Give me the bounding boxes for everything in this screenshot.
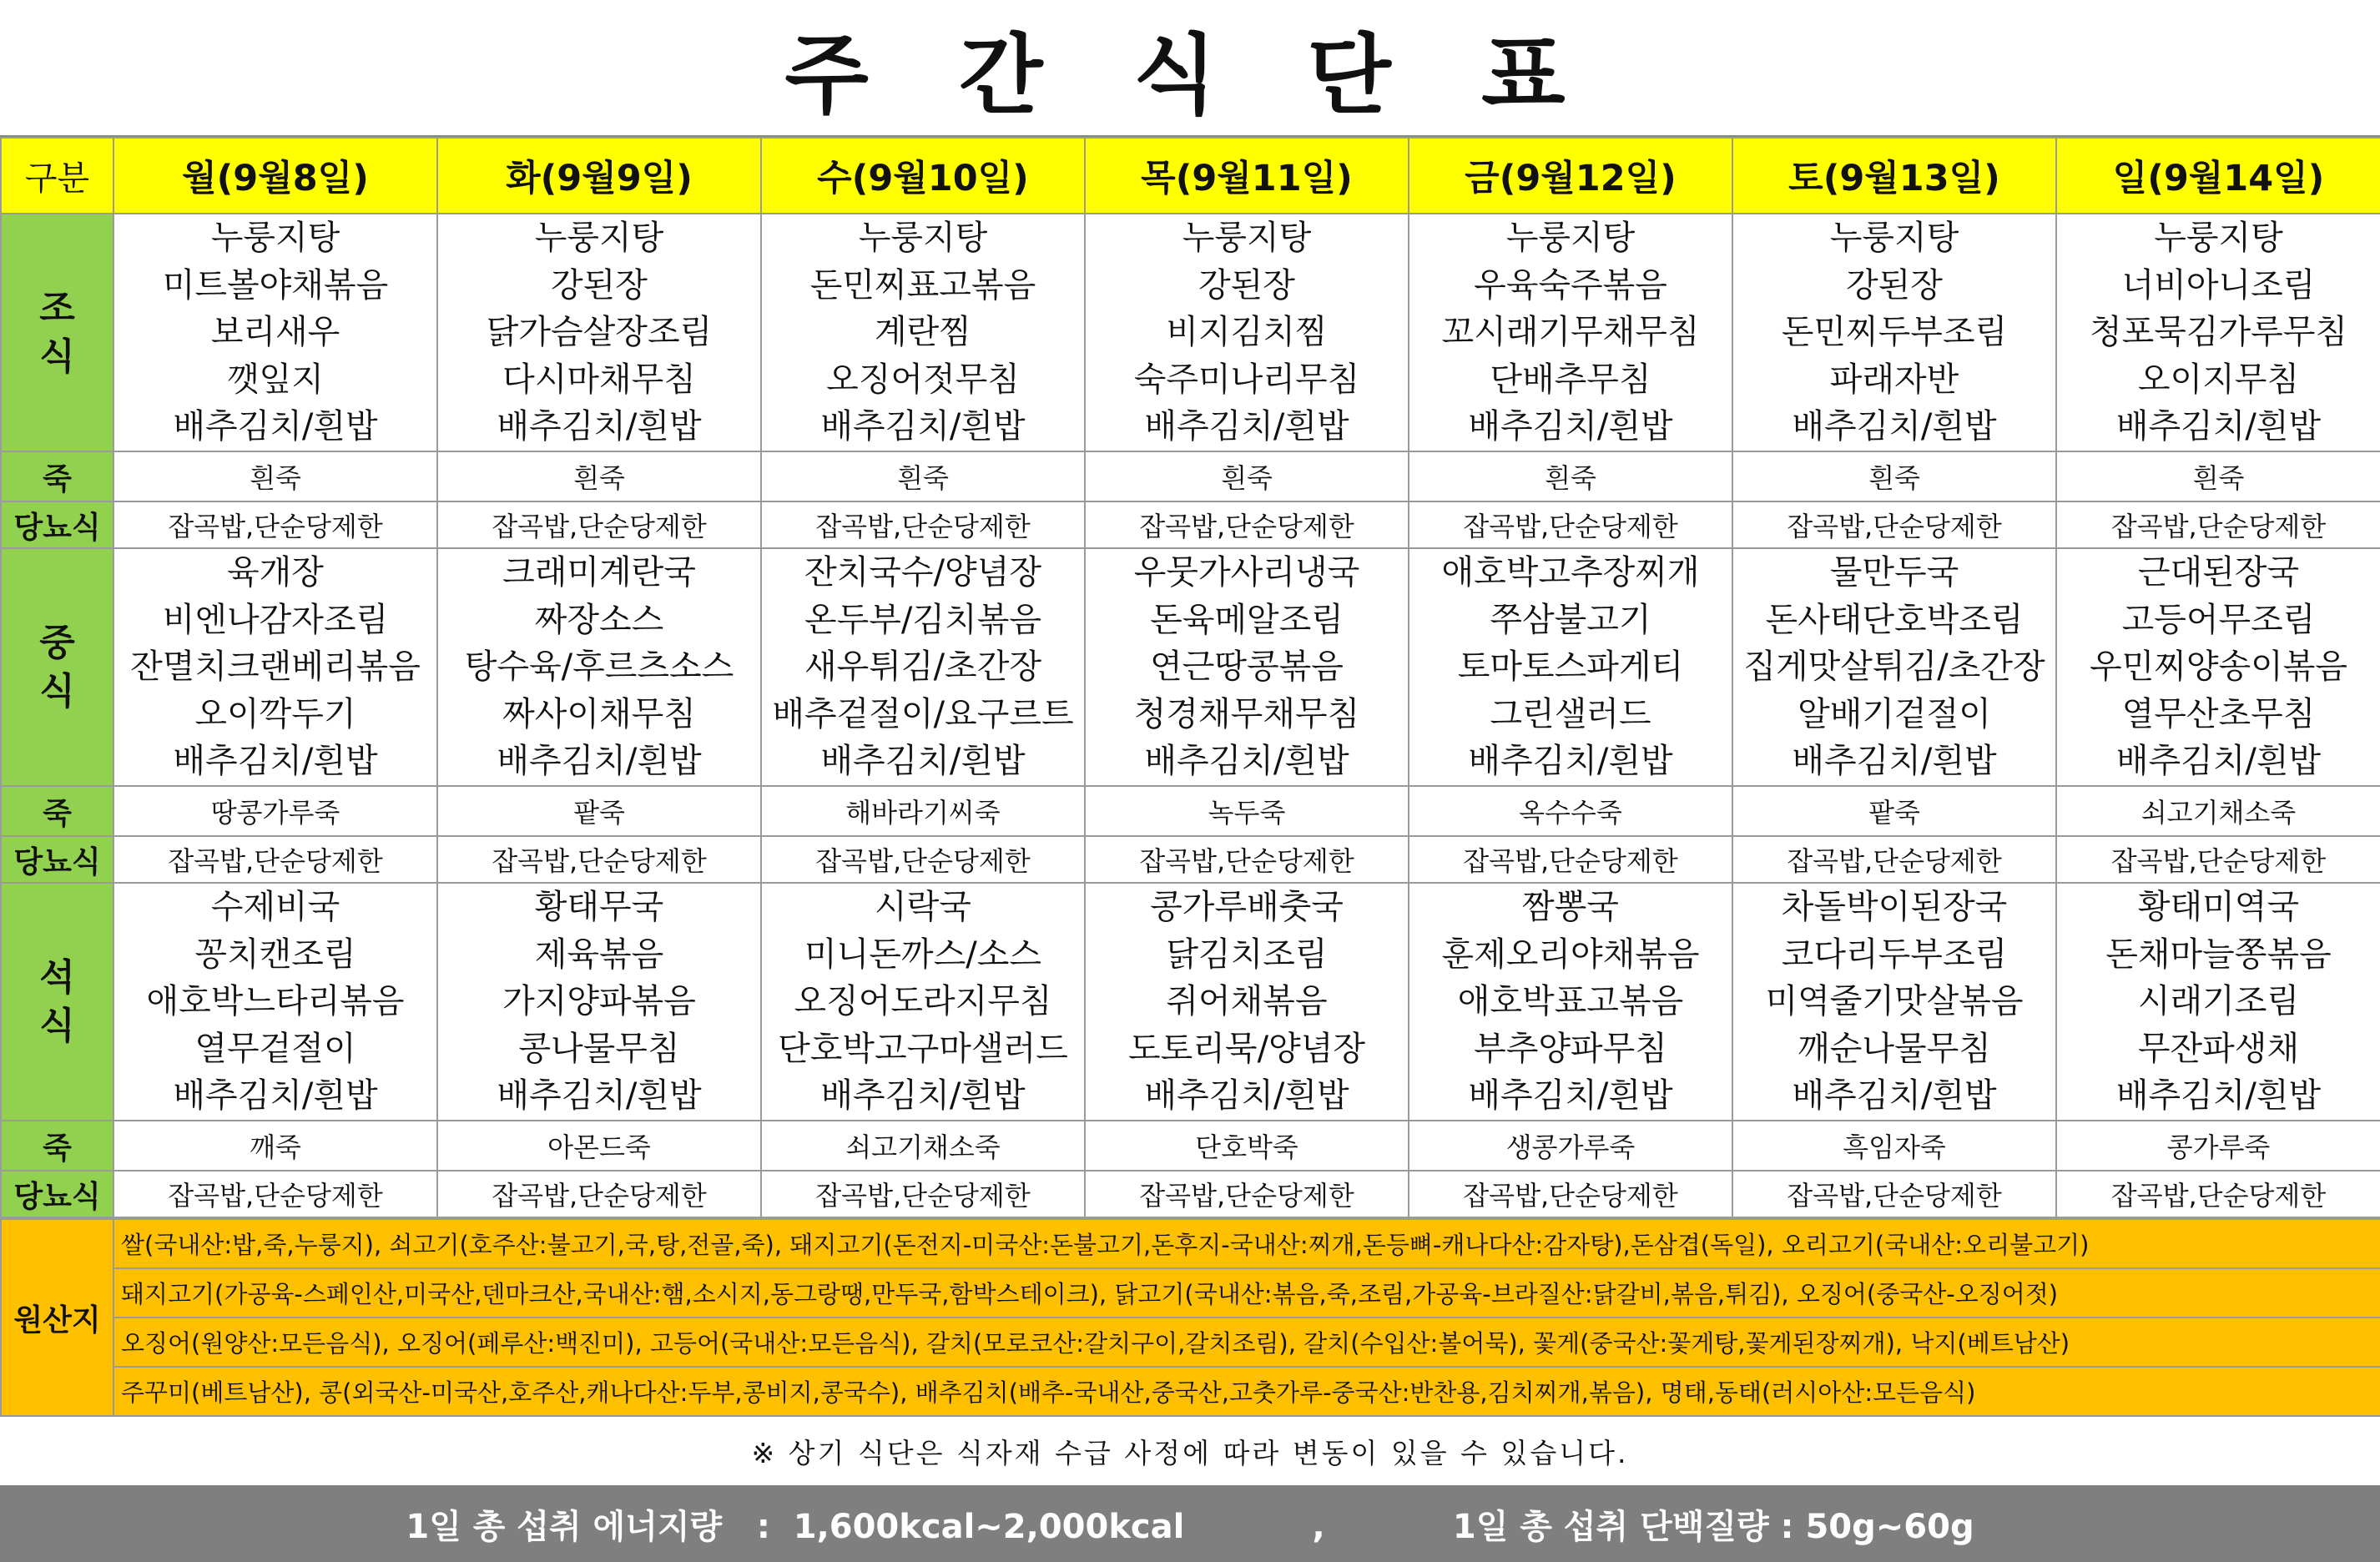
menu-item: 누룽지탕	[2154, 219, 2283, 258]
menu-item: 시락국	[875, 888, 971, 927]
breakfast-diabetic-cell: 잡곡밥,단순당제한	[1085, 501, 1409, 548]
page-title: 주 간 식 단 표	[0, 0, 2380, 137]
dinner-diabetic-cell: 잡곡밥,단순당제한	[2056, 1171, 2380, 1217]
menu-item: 탕수육/후르츠소스	[464, 647, 734, 687]
breakfast-juk-cell: 흰죽	[761, 451, 1085, 501]
breakfast-diabetic-label: 당뇨식	[1, 501, 113, 548]
menu-item: 수제비국	[210, 888, 340, 927]
menu-item: 짜장소스	[534, 600, 664, 639]
menu-item: 배추김치/흰밥	[1468, 407, 1673, 446]
dinner-row	[1, 883, 2380, 1121]
menu-item: 파래자반	[1829, 360, 1959, 399]
menu-item: 육개장	[227, 553, 324, 592]
menu-item: 누룽지탕	[210, 219, 340, 258]
menu-item: 미트볼야채볶음	[162, 265, 389, 305]
breakfast-label: 조 식	[1, 214, 113, 451]
breakfast-cell	[113, 214, 437, 451]
menu-item: 청포묵김가루무침	[2089, 313, 2348, 352]
breakfast-diabetic-cell: 잡곡밥,단순당제한	[1409, 501, 1732, 548]
menu-item: 누룽지탕	[858, 219, 988, 258]
lunch-juk-label: 죽	[1, 786, 113, 836]
menu-item: 온두부/김치볶음	[804, 600, 1041, 639]
dinner-diabetic-label: 당뇨식	[1, 1171, 113, 1217]
menu-item: 잔치국수/양념장	[804, 553, 1041, 592]
breakfast-diabetic-cell: 잡곡밥,단순당제한	[113, 501, 437, 548]
menu-item: 황태미역국	[2137, 888, 2300, 927]
menu-item: 배추김치/흰밥	[497, 407, 702, 446]
menu-item: 닭가슴살장조림	[486, 313, 713, 352]
lunch-diabetic-label: 당뇨식	[1, 836, 113, 883]
menu-item: 배추김치/흰밥	[1792, 407, 1997, 446]
breakfast-cell	[761, 214, 1085, 451]
menu-item: 돈채마늘쫑볶음	[2105, 935, 2332, 974]
menu-item: 짜사이채무침	[502, 694, 696, 733]
menu-item: 배추김치/흰밥	[820, 742, 1026, 781]
menu-item: 애호박고추장찌개	[1441, 553, 1700, 592]
menu-item: 강된장	[551, 265, 648, 305]
menu-item: 단배추무침	[1490, 360, 1651, 399]
menu-item: 코다리두부조림	[1781, 935, 2008, 974]
notice-text: ※ 상기 식단은 식자재 수급 사정에 따라 변동이 있을 수 있습니다.	[751, 1436, 1629, 1469]
menu-item: 가지양파볶음	[502, 982, 696, 1021]
menu-item: 알배기겉절이	[1798, 694, 1991, 733]
menu-item: 다시마채무침	[502, 360, 696, 399]
menu-item: 애호박표고볶음	[1457, 982, 1684, 1021]
menu-item: 단호박고구마샐러드	[778, 1029, 1068, 1068]
lunch-juk-cell: 옥수수죽	[1409, 786, 1732, 836]
menu-item: 도토리묵/양념장	[1128, 1029, 1365, 1068]
dinner-label: 석 식	[1, 883, 113, 1121]
menu-item: 배추김치/흰밥	[1144, 407, 1349, 446]
dinner-juk-cell: 아몬드죽	[437, 1121, 761, 1171]
menu-item: 잔멸치크랜베리볶음	[130, 647, 421, 687]
menu-item: 오징어도라지무침	[794, 982, 1052, 1021]
menu-item: 배추겉절이/요구르트	[772, 694, 1074, 733]
dinner-cell	[1085, 883, 1409, 1121]
menu-item: 강된장	[1198, 265, 1295, 305]
lunch-cell	[1085, 548, 1409, 786]
menu-item: 배추김치/흰밥	[820, 1076, 1026, 1116]
origin-table	[0, 1218, 2380, 1417]
menu-item: 연근땅콩볶음	[1150, 647, 1344, 687]
day-header-tue: 화(9월9일)	[437, 138, 761, 214]
dinner-cell	[437, 883, 761, 1121]
menu-item: 배추김치/흰밥	[1144, 1076, 1349, 1116]
menu-item: 오이지무침	[2137, 360, 2300, 399]
menu-item: 애호박느타리볶음	[146, 982, 405, 1021]
lunch-diabetic-cell: 잡곡밥,단순당제한	[1085, 836, 1409, 883]
menu-item: 훈제오리야채볶음	[1441, 935, 1700, 974]
breakfast-juk-row	[1, 451, 2380, 501]
menu-item: 숙주미나리무침	[1133, 360, 1360, 399]
menu-item: 배추김치/흰밥	[1468, 1076, 1673, 1116]
dinner-cell	[761, 883, 1085, 1121]
gubun-header: 구분	[1, 138, 113, 214]
menu-item: 배추김치/흰밥	[2115, 407, 2322, 446]
menu-item: 누룽지탕	[1505, 219, 1636, 258]
breakfast-juk-cell: 흰죽	[1085, 451, 1409, 501]
menu-item: 콩가루배춧국	[1150, 888, 1344, 927]
lunch-juk-cell: 녹두죽	[1085, 786, 1409, 836]
lunch-cell	[1409, 548, 1732, 786]
dinner-diabetic-cell: 잡곡밥,단순당제한	[1085, 1171, 1409, 1217]
breakfast-cell	[2056, 214, 2380, 451]
menu-item: 배추김치/흰밥	[497, 742, 702, 781]
dinner-diabetic-row	[1, 1171, 2380, 1217]
menu-item: 꼬시래기무채무침	[1441, 313, 1700, 352]
header-row	[1, 138, 2380, 214]
dinner-cell	[1409, 883, 1732, 1121]
dinner-juk-label: 죽	[1, 1121, 113, 1171]
menu-item: 짬뽕국	[1522, 888, 1619, 927]
nutrition-footer: 1일 총 섭취 에너지량 : 1,600kcal~2,000kcal , 1일 총 섭취 단백질량 : 50g~60g	[0, 1485, 2380, 1562]
menu-item: 돈사태단호박조림	[1765, 600, 2024, 639]
breakfast-diabetic-cell: 잡곡밥,단순당제한	[2056, 501, 2380, 548]
dinner-diabetic-cell: 잡곡밥,단순당제한	[437, 1171, 761, 1217]
menu-item: 부추양파무침	[1474, 1029, 1667, 1068]
breakfast-row	[1, 214, 2380, 451]
menu-item: 오이깍두기	[194, 694, 356, 733]
breakfast-juk-cell: 흰죽	[437, 451, 761, 501]
menu-item: 우육숙주볶음	[1474, 265, 1667, 305]
menu-item: 배추김치/흰밥	[1792, 1076, 1997, 1116]
menu-item: 돈민찌표고볶음	[809, 265, 1036, 305]
menu-item: 우뭇가사리냉국	[1133, 553, 1360, 592]
menu-item: 깨순나물무침	[1798, 1029, 1991, 1068]
breakfast-cell	[1409, 214, 1732, 451]
lunch-cell	[437, 548, 761, 786]
menu-item: 우민찌양송이볶음	[2089, 647, 2348, 687]
lunch-diabetic-cell: 잡곡밥,단순당제한	[113, 836, 437, 883]
menu-item: 배추김치/흰밥	[173, 1076, 378, 1116]
menu-item: 꽁치캔조림	[194, 935, 356, 974]
origin-line-2: 돼지고기(가공육-스페인산,미국산,덴마크산,국내산:햄,소시지,동그랑땡,만두국,함박스테이크), 닭고기(국내산:볶음,죽,조림,가공육-브라질산:닭갈비,볶음,튀김), 오징어(중국산-오징어젓)	[113, 1268, 2380, 1318]
lunch-juk-cell: 팥죽	[1732, 786, 2056, 836]
breakfast-cell	[1085, 214, 1409, 451]
lunch-cell	[1732, 548, 2056, 786]
dinner-juk-cell: 콩가루죽	[2056, 1121, 2380, 1171]
menu-item: 배추김치/흰밥	[2115, 1076, 2322, 1116]
menu-item: 누룽지탕	[1829, 219, 1959, 258]
menu-item: 물만두국	[1829, 553, 1959, 592]
menu-item: 너비아니조림	[2121, 265, 2316, 305]
dinner-cell	[2056, 883, 2380, 1121]
lunch-row	[1, 548, 2380, 786]
menu-item: 미역줄기맛살볶음	[1765, 982, 2024, 1021]
menu-item: 배추김치/흰밥	[173, 742, 378, 781]
menu-item: 콩나물무침	[518, 1029, 680, 1068]
dinner-juk-cell: 쇠고기채소죽	[761, 1121, 1085, 1171]
dinner-cell	[113, 883, 437, 1121]
breakfast-juk-cell: 흰죽	[2056, 451, 2380, 501]
breakfast-juk-cell: 흰죽	[113, 451, 437, 501]
menu-item: 누룽지탕	[534, 219, 664, 258]
menu-item: 토마토스파게티	[1457, 647, 1684, 687]
menu-item: 돈민찌두부조림	[1781, 313, 2008, 352]
breakfast-juk-cell: 흰죽	[1732, 451, 2056, 501]
menu-item: 배추김치/흰밥	[1144, 742, 1349, 781]
breakfast-diabetic-row	[1, 501, 2380, 548]
menu-item: 제육볶음	[534, 935, 664, 974]
lunch-cell	[761, 548, 1085, 786]
menu-item: 배추김치/흰밥	[1468, 742, 1673, 781]
dinner-juk-cell: 단호박죽	[1085, 1121, 1409, 1171]
day-header-wed: 수(9월10일)	[761, 138, 1085, 214]
menu-item: 열무산초무침	[2121, 694, 2316, 733]
menu-item: 쥐어채볶음	[1166, 982, 1328, 1021]
lunch-label: 중 식	[1, 548, 113, 786]
lunch-juk-cell: 팥죽	[437, 786, 761, 836]
menu-table	[0, 137, 2380, 1218]
menu-item: 돈육메알조림	[1150, 600, 1344, 639]
menu-item: 고등어무조림	[2121, 600, 2316, 639]
menu-item: 그린샐러드	[1490, 694, 1651, 733]
menu-item: 비엔나감자조림	[162, 600, 389, 639]
menu-item: 시래기조림	[2137, 982, 2300, 1021]
menu-item: 집게맛살튀김/초간장	[1743, 647, 2045, 687]
dinner-diabetic-cell: 잡곡밥,단순당제한	[1732, 1171, 2056, 1217]
menu-item: 강된장	[1846, 265, 1943, 305]
menu-item: 배추김치/흰밥	[2115, 742, 2322, 781]
breakfast-diabetic-cell: 잡곡밥,단순당제한	[761, 501, 1085, 548]
origin-line-1: 쌀(국내산:밥,죽,누룽지), 쇠고기(호주산:불고기,국,탕,전골,죽), 돼지고기(돈전지-미국산:돈불고기,돈후지-국내산:찌개,돈등뼈-캐나다산:감자탕),돈삼겹(독일), 오리고기(국내산:오리불고기)	[113, 1219, 2380, 1268]
day-header-mon: 월(9월8일)	[113, 138, 437, 214]
menu-item: 누룽지탕	[1182, 219, 1312, 258]
menu-item: 계란찜	[875, 313, 971, 352]
menu-item: 무잔파생채	[2137, 1029, 2300, 1068]
origin-line-4: 주꾸미(베트남산), 콩(외국산-미국산,호주산,캐나다산:두부,콩비지,콩국수), 배추김치(배추-국내산,중국산,고춧가루-중국산:반찬용,김치찌개,볶음), 명태,동태(러시아산:모든음식)	[113, 1367, 2380, 1416]
dinner-cell	[1732, 883, 2056, 1121]
lunch-juk-cell: 쇠고기채소죽	[2056, 786, 2380, 836]
day-header-sat: 토(9월13일)	[1732, 138, 2056, 214]
menu-item: 쭈삼불고기	[1490, 600, 1651, 639]
lunch-diabetic-cell: 잡곡밥,단순당제한	[1732, 836, 2056, 883]
lunch-diabetic-row	[1, 836, 2380, 883]
day-header-sun: 일(9월14일)	[2056, 138, 2380, 214]
menu-item: 배추김치/흰밥	[173, 407, 378, 446]
lunch-juk-cell: 해바라기씨죽	[761, 786, 1085, 836]
lunch-juk-row	[1, 786, 2380, 836]
breakfast-diabetic-cell: 잡곡밥,단순당제한	[1732, 501, 2056, 548]
dinner-juk-cell: 생콩가루죽	[1409, 1121, 1732, 1171]
breakfast-diabetic-cell: 잡곡밥,단순당제한	[437, 501, 761, 548]
menu-item: 보리새우	[210, 313, 340, 352]
lunch-diabetic-cell: 잡곡밥,단순당제한	[1409, 836, 1732, 883]
lunch-juk-cell: 땅콩가루죽	[113, 786, 437, 836]
breakfast-juk-label: 죽	[1, 451, 113, 501]
origin-label: 원산지	[1, 1219, 113, 1416]
lunch-cell	[113, 548, 437, 786]
dinner-juk-cell: 깨죽	[113, 1121, 437, 1171]
menu-item: 미니돈까스/소스	[804, 935, 1041, 974]
menu-item: 닭김치조림	[1166, 935, 1328, 974]
menu-item: 배추김치/흰밥	[1792, 742, 1997, 781]
menu-item: 오징어젓무침	[826, 360, 1020, 399]
menu-item: 황태무국	[534, 888, 664, 927]
menu-item: 열무겉절이	[194, 1029, 356, 1068]
menu-item: 배추김치/흰밥	[820, 407, 1026, 446]
lunch-diabetic-cell: 잡곡밥,단순당제한	[2056, 836, 2380, 883]
menu-item: 깻잎지	[227, 360, 324, 399]
day-header-fri: 금(9월12일)	[1409, 138, 1732, 214]
menu-item: 크래미계란국	[502, 553, 696, 592]
menu-item: 비지김치찜	[1166, 313, 1328, 352]
day-header-thu: 목(9월11일)	[1085, 138, 1409, 214]
origin-line-3: 오징어(원양산:모든음식), 오징어(페루산:백진미), 고등어(국내산:모든음식), 갈치(모로코산:갈치구이,갈치조림), 갈치(수입산:볼어묵), 꽃게(중국산:꽃게탕,꽃게된장찌개), 낙지(베트남산)	[113, 1318, 2380, 1367]
menu-item: 새우튀김/초간장	[804, 647, 1041, 687]
dinner-diabetic-cell: 잡곡밥,단순당제한	[113, 1171, 437, 1217]
breakfast-cell	[1732, 214, 2056, 451]
breakfast-juk-cell: 흰죽	[1409, 451, 1732, 501]
menu-item: 배추김치/흰밥	[497, 1076, 702, 1116]
lunch-cell	[2056, 548, 2380, 786]
breakfast-cell	[437, 214, 761, 451]
menu-item: 근대된장국	[2137, 553, 2300, 592]
menu-item: 차돌박이된장국	[1781, 888, 2008, 927]
dinner-juk-cell: 흑임자죽	[1732, 1121, 2056, 1171]
dinner-juk-row	[1, 1121, 2380, 1171]
menu-item: 청경채무채무침	[1133, 694, 1360, 733]
lunch-diabetic-cell: 잡곡밥,단순당제한	[437, 836, 761, 883]
dinner-diabetic-cell: 잡곡밥,단순당제한	[1409, 1171, 1732, 1217]
lunch-diabetic-cell: 잡곡밥,단순당제한	[761, 836, 1085, 883]
dinner-diabetic-cell: 잡곡밥,단순당제한	[761, 1171, 1085, 1217]
